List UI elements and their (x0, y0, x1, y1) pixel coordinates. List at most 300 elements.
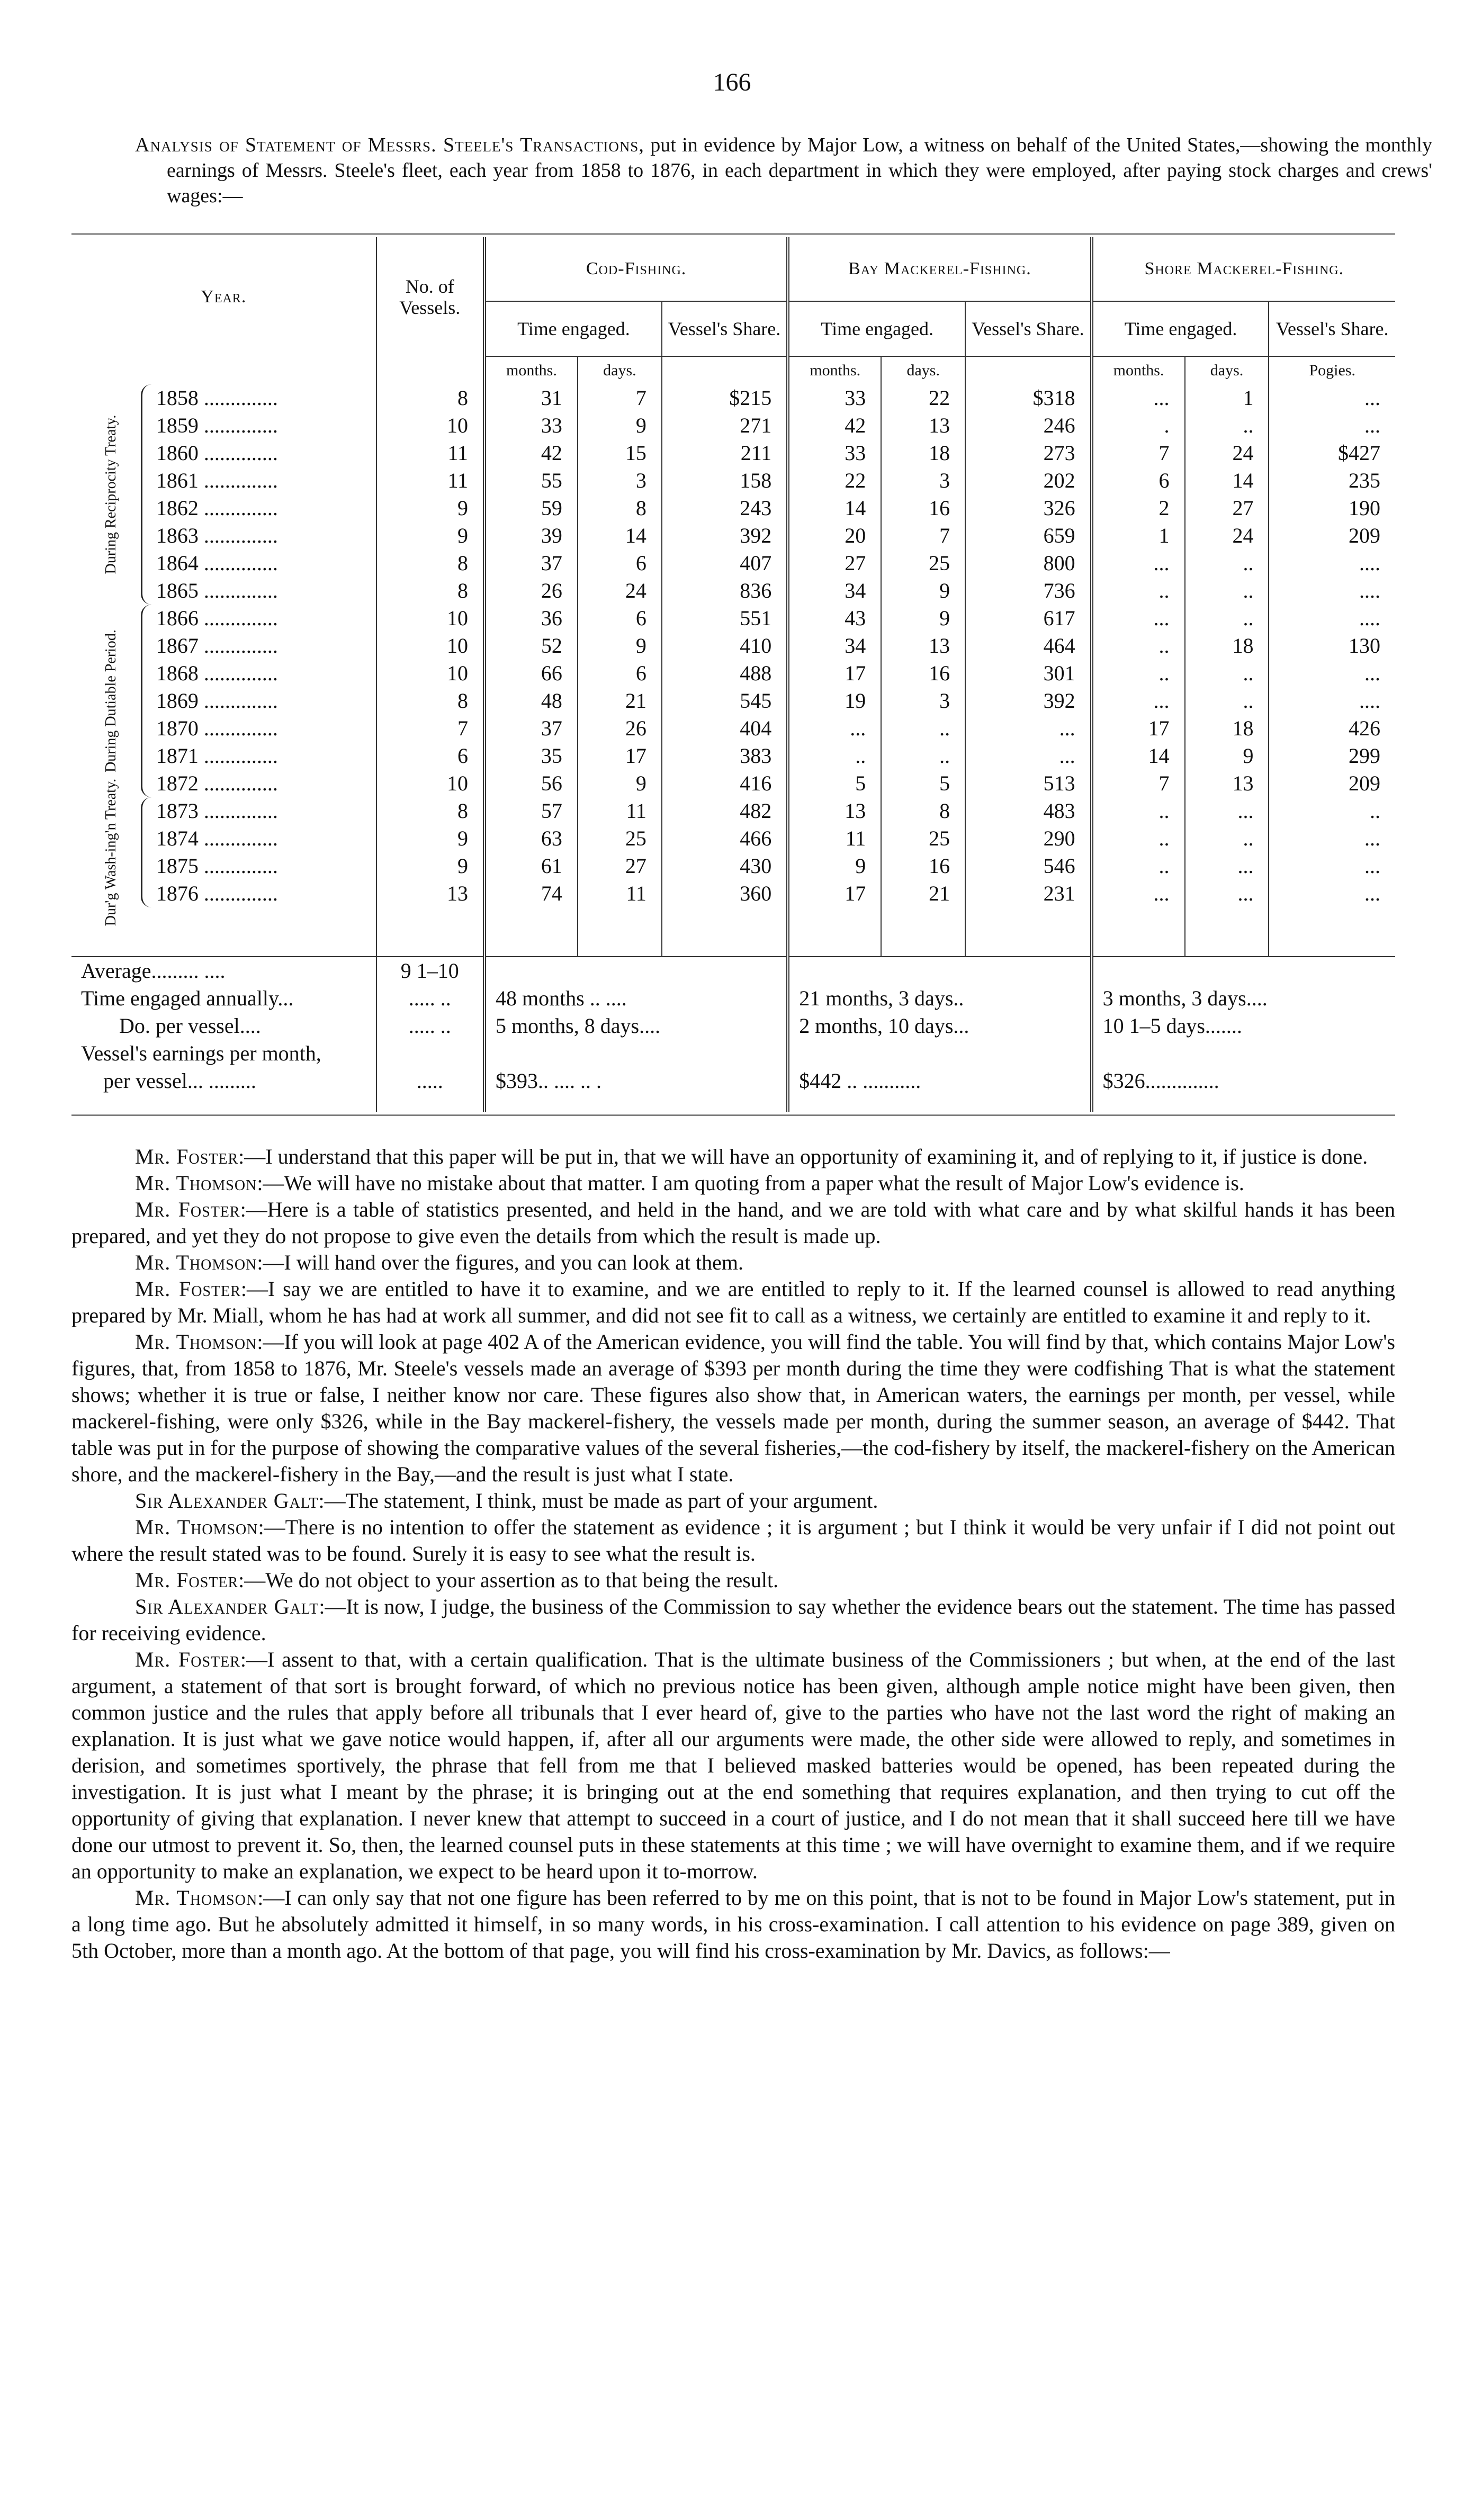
speaker-name: Mr. Foster (135, 1145, 239, 1168)
cell-bay-share: 736 (965, 577, 1091, 605)
cell-shore-share: ... (1269, 412, 1395, 439)
cell-bay-m: 20 (788, 522, 881, 550)
table-row (71, 605, 1395, 632)
speaker-text: :—It is now, I judge, the business of the Commission to say whether the evidence bears out the statement. The time has passed for receiving evidence. (71, 1595, 1395, 1645)
cell-bay-m: 42 (788, 412, 881, 439)
cell-year: 1867 .............. (156, 634, 278, 658)
table-row (71, 577, 1395, 605)
caption-text: put in evidence by Major Low, a witness on behalf of the United States,—showing the monthly earnings of Messrs. Steele's fleet, each year from 1858 to 1876, in each department in which they were employed, after paying stock charges and crews' wages:— (167, 134, 1432, 207)
cell-bay-share: 301 (965, 660, 1091, 687)
cell-cod-m: 56 (484, 770, 578, 797)
cell-cod-share: $215 (662, 384, 788, 412)
cell-cod-share: 551 (662, 605, 788, 632)
cell-shore-share: 130 (1269, 632, 1395, 660)
unit-cod-days: days. (578, 356, 662, 384)
cell-shore-d: .. (1185, 825, 1269, 852)
cell-cod-m: 59 (484, 494, 578, 522)
header-cod-share: Vessel's Share. (662, 301, 788, 356)
cell-shore-d: 14 (1185, 467, 1269, 494)
cell-vessels: 7 (376, 715, 484, 742)
speaker-name: Mr. Foster (135, 1568, 239, 1592)
summary-per-vessel-row (71, 1012, 1395, 1040)
cell-vessels: 10 (376, 632, 484, 660)
bay-earnings: $442 .. ........... (788, 1067, 1091, 1095)
testimony-paragraph (71, 1276, 1395, 1329)
cell-cod-share: 211 (662, 439, 788, 467)
cell-cod-d: 9 (578, 412, 662, 439)
cell-shore-share: 209 (1269, 770, 1395, 797)
speaker-name: Sir Alexander Galt (135, 1595, 319, 1618)
table-row (71, 825, 1395, 852)
table-row (71, 797, 1395, 825)
cell-shore-m: .. (1092, 632, 1185, 660)
cell-cod-share: 488 (662, 660, 788, 687)
cell-bay-share: 464 (965, 632, 1091, 660)
cell-bay-m: ... (788, 715, 881, 742)
cell-shore-d: 9 (1185, 742, 1269, 770)
cell-bay-m: 17 (788, 880, 881, 907)
cell-cod-share: 404 (662, 715, 788, 742)
cell-bay-m: .. (788, 742, 881, 770)
cell-shore-d: ... (1185, 880, 1269, 907)
cell-year: 1871 .............. (156, 744, 278, 768)
cell-cod-d: 11 (578, 797, 662, 825)
cell-year: 1863 .............. (156, 524, 278, 547)
cell-bay-m: 5 (788, 770, 881, 797)
testimony-paragraph (71, 1488, 1395, 1514)
cell-bay-share: 483 (965, 797, 1091, 825)
cell-bay-share: 202 (965, 467, 1091, 494)
cell-shore-share: 235 (1269, 467, 1395, 494)
cell-shore-share: ... (1269, 852, 1395, 880)
cell-bay-share: 326 (965, 494, 1091, 522)
average-vessels: 9 1–10 (376, 957, 484, 985)
unit-shore-pogies: Pogies. (1269, 356, 1395, 384)
cell-vessels: 6 (376, 742, 484, 770)
cell-shore-share: .... (1269, 605, 1395, 632)
cell-cod-d: 6 (578, 605, 662, 632)
cell-cod-share: 392 (662, 522, 788, 550)
cell-shore-share: $427 (1269, 439, 1395, 467)
cell-cod-m: 31 (484, 384, 578, 412)
cell-vessels: 10 (376, 660, 484, 687)
cell-shore-d: 1 (1185, 384, 1269, 412)
cell-cod-m: 63 (484, 825, 578, 852)
unit-cod-months: months. (484, 356, 578, 384)
shore-annually: 3 months, 3 days.... (1092, 985, 1395, 1012)
cell-shore-m: ... (1092, 880, 1185, 907)
summary-earnings-label-row (71, 1040, 1395, 1067)
speaker-text: :—There is no intention to offer the statement as evidence ; it is argument ; but I think it would be very unfair if I did not point out where the result stated was to be found. Surely it is easy to see what the result is. (71, 1515, 1395, 1565)
speaker-text: :—I assent to that, with a certain qualification. That is the ultimate business of the Commissioners ; but when, at the end of the last argument, a statement of that sort is brought forward, of which no previous notice has been given, although ample notice might have been given, then common justice and the rules that apply before all tribunals that I ever heard of, give to the parties who have not the last word the right of making an explanation. It is just what we gave notice would happen, if, after all our arguments were made, the other side were allowed to reply, and sometimes in derision, and sometimes sportively, the phrase that fell from me that I believed masked batteries would be opened, has been repeated during the investigation. It is just what I meant by the phrase; it is bringing out at the end something that requires explanation, and then trying to cut off the opportunity of giving that explanation. I never knew that attempt to succeed in a court of justice, and I do not mean that it shall succeed here till we have done our utmost to prevent it. So, then, the learned counsel puts in these statements at this time ; we will have overnight to examine them, and if we require an opportunity to make an explanation, we expect to be heard upon it to-morrow. (71, 1648, 1395, 1883)
cell-cod-d: 24 (578, 577, 662, 605)
cell-shore-m: 7 (1092, 770, 1185, 797)
cell-year: 1862 .............. (156, 496, 278, 520)
speaker-name: Sir Alexander Galt (135, 1489, 319, 1513)
table-row (71, 632, 1395, 660)
cell-shore-m: 1 (1092, 522, 1185, 550)
shore-per-vessel: 10 1–5 days....... (1092, 1012, 1395, 1040)
cell-cod-m: 39 (484, 522, 578, 550)
cell-shore-d: ... (1185, 852, 1269, 880)
table-row (71, 494, 1395, 522)
speaker-text: :—The statement, I think, must be made as part of your argument. (318, 1489, 878, 1513)
cell-bay-d: 3 (881, 687, 965, 715)
cell-bay-d: 3 (881, 467, 965, 494)
time-annually-vessels: ..... .. (376, 985, 484, 1012)
caption-lead: Analysis of Statement of Messrs. Steele's Transactions, (135, 134, 644, 156)
cell-bay-d: 5 (881, 770, 965, 797)
testimony-paragraph (71, 1885, 1395, 1964)
cell-vessels: 11 (376, 439, 484, 467)
cell-cod-share: 410 (662, 632, 788, 660)
cell-cod-share: 407 (662, 550, 788, 577)
cell-bay-d: .. (881, 742, 965, 770)
cell-cod-m: 35 (484, 742, 578, 770)
cell-bay-d: 13 (881, 412, 965, 439)
cell-bay-m: 43 (788, 605, 881, 632)
period-label: During Reciprocity Treaty. (102, 415, 119, 574)
speaker-name: Mr. Thomson (135, 1515, 258, 1539)
cell-bay-m: 34 (788, 632, 881, 660)
cell-shore-d: .. (1185, 605, 1269, 632)
speaker-text: :—Here is a table of statistics presented, and held in the hand, and we are told with what care and by what skilful hands it has been prepared, and yet they do not propose to give even the details from which the result is made up. (71, 1198, 1395, 1248)
speaker-text: :—If you will look at page 402 A of the American evidence, you will find the table. You will find by that, which contains Major Low's figures, that, from 1858 to 1876, Mr. Steele's vessels made an average of $393 per month during the time they were codfishing That is what the statement shows; whether it is true or false, I neither know nor care. These figures also show that, in American waters, the earnings per month, per vessel, while mackerel-fishing, were only $326, while in the Bay mackerel-fishery, the vessels made per month, during the summer season, an average of $442. That table was put in for the purpose of showing the comparative values of the several fisheries,—the cod-fishery by itself, the mackerel-fishery on the American shore, and the mackerel-fishery in the Bay,—and the result is just what I state. (71, 1330, 1395, 1486)
cell-year: 1872 .............. (156, 771, 278, 795)
period-label: During Dutiable Period. (102, 629, 119, 772)
cell-cod-d: 8 (578, 494, 662, 522)
bay-annually: 21 months, 3 days.. (788, 985, 1091, 1012)
cell-shore-share: .. (1269, 797, 1395, 825)
cell-bay-share: 246 (965, 412, 1091, 439)
testimony-paragraph (71, 1170, 1395, 1196)
cell-shore-share: ... (1269, 880, 1395, 907)
cell-cod-m: 26 (484, 577, 578, 605)
cell-cod-share: 360 (662, 880, 788, 907)
cell-shore-share: 209 (1269, 522, 1395, 550)
cell-cod-share: 482 (662, 797, 788, 825)
header-bay: Bay Mackerel-Fishing. (788, 237, 1091, 301)
cell-cod-m: 66 (484, 660, 578, 687)
page-number: 166 (713, 68, 751, 96)
period-label-cell (71, 778, 151, 926)
cell-shore-m: 14 (1092, 742, 1185, 770)
testimony-paragraph (71, 1144, 1395, 1170)
cell-shore-share: 299 (1269, 742, 1395, 770)
cell-bay-share: $318 (965, 384, 1091, 412)
table-row (71, 412, 1395, 439)
cell-shore-d: .. (1185, 660, 1269, 687)
cell-shore-d: .. (1185, 412, 1269, 439)
cell-vessels: 8 (376, 687, 484, 715)
table-row (71, 660, 1395, 687)
period-label: Dur'g Wash-ing'n Treaty. (102, 778, 119, 926)
cell-vessels: 10 (376, 770, 484, 797)
cell-bay-d: 16 (881, 660, 965, 687)
cell-cod-m: 57 (484, 797, 578, 825)
cell-year: 1864 .............. (156, 551, 278, 575)
cell-shore-d: 18 (1185, 715, 1269, 742)
per-vessel-label: Do. per vessel.... (119, 1014, 261, 1038)
cell-shore-m: .. (1092, 797, 1185, 825)
cell-bay-share: 513 (965, 770, 1091, 797)
table-row (71, 687, 1395, 715)
per-vessel-vessels: ..... .. (376, 1012, 484, 1040)
cell-cod-share: 466 (662, 825, 788, 852)
cell-bay-d: 16 (881, 852, 965, 880)
earnings-vessels: ..... (376, 1067, 484, 1095)
cell-year: 1859 .............. (156, 413, 278, 437)
cell-year: 1873 .............. (156, 799, 278, 823)
summary-annual-row (71, 985, 1395, 1012)
cell-bay-share: 546 (965, 852, 1091, 880)
cell-bay-d: 13 (881, 632, 965, 660)
cell-year: 1869 .............. (156, 689, 278, 713)
header-shore-time: Time engaged. (1092, 301, 1269, 356)
cell-cod-m: 33 (484, 412, 578, 439)
cell-cod-d: 6 (578, 660, 662, 687)
cell-bay-m: 34 (788, 577, 881, 605)
cell-shore-share: .... (1269, 577, 1395, 605)
cell-shore-m: .. (1092, 660, 1185, 687)
cell-shore-m: ... (1092, 550, 1185, 577)
cell-bay-m: 13 (788, 797, 881, 825)
cell-cod-share: 430 (662, 852, 788, 880)
cell-bay-share: 392 (965, 687, 1091, 715)
unit-bay-months: months. (788, 356, 881, 384)
speaker-name: Mr. Thomson (135, 1250, 257, 1274)
cell-cod-d: 9 (578, 770, 662, 797)
cell-cod-d: 17 (578, 742, 662, 770)
cell-bay-m: 33 (788, 384, 881, 412)
testimony-paragraph (71, 1567, 1395, 1594)
header-bay-share: Vessel's Share. (965, 301, 1091, 356)
speaker-text: :—I can only say that not one figure has been referred to by me on this point, that is not to be found in Major Low's statement, put in a long time ago. But he absolutely admitted it himself, in so many words, in his cross-examination. I call attention to his evidence on page 389, given on 5th October, more than a month ago. At the bottom of that page, you will find his cross-examination by Mr. Davics, as follows:— (71, 1886, 1396, 1963)
cell-cod-d: 6 (578, 550, 662, 577)
cell-cod-d: 9 (578, 632, 662, 660)
cell-cod-share: 383 (662, 742, 788, 770)
cell-shore-m: ... (1092, 384, 1185, 412)
cell-vessels: 9 (376, 825, 484, 852)
cell-bay-m: 11 (788, 825, 881, 852)
cell-shore-d: 13 (1185, 770, 1269, 797)
cell-vessels: 8 (376, 550, 484, 577)
cell-bay-m: 33 (788, 439, 881, 467)
cell-bay-m: 19 (788, 687, 881, 715)
cell-bay-d: 16 (881, 494, 965, 522)
cell-cod-m: 48 (484, 687, 578, 715)
cell-cod-m: 55 (484, 467, 578, 494)
cell-year: 1876 .............. (156, 881, 278, 905)
cell-cod-d: 7 (578, 384, 662, 412)
cell-shore-d: .. (1185, 687, 1269, 715)
earnings-label-2: per vessel... ......... (103, 1069, 256, 1093)
speaker-name: Mr. Foster (135, 1198, 240, 1221)
table-row (71, 770, 1395, 797)
table-row (71, 852, 1395, 880)
earnings-label-1: Vessel's earnings per month, (81, 1041, 321, 1065)
header-year: Year. (201, 286, 247, 307)
cell-cod-share: 836 (662, 577, 788, 605)
cell-cod-d: 15 (578, 439, 662, 467)
cell-shore-share: 426 (1269, 715, 1395, 742)
speaker-text: :—We will have no mistake about that matter. I am quoting from a paper what the result of Major Low's evidence is. (257, 1171, 1244, 1195)
cell-year: 1875 .............. (156, 854, 278, 878)
testimony-paragraph (71, 1329, 1395, 1488)
cell-year: 1865 .............. (156, 579, 278, 602)
speaker-name: Mr. Thomson (135, 1886, 258, 1910)
summary-earnings-row (71, 1067, 1395, 1095)
cell-shore-m: 6 (1092, 467, 1185, 494)
cod-per-vessel: 5 months, 8 days.... (484, 1012, 788, 1040)
cell-bay-d: .. (881, 715, 965, 742)
cell-shore-share: .... (1269, 550, 1395, 577)
cell-shore-d: 27 (1185, 494, 1269, 522)
cell-shore-d: .. (1185, 550, 1269, 577)
cod-earnings: $393.. .... .. . (484, 1067, 788, 1095)
cell-cod-m: 36 (484, 605, 578, 632)
period-brace (141, 797, 154, 907)
summary-average-row (71, 957, 1395, 985)
speaker-name: Mr. Thomson (135, 1171, 257, 1195)
cell-shore-m: .. (1092, 852, 1185, 880)
cell-year: 1866 .............. (156, 606, 278, 630)
testimony-paragraph (71, 1514, 1395, 1567)
cell-bay-share: 231 (965, 880, 1091, 907)
cell-bay-d: 22 (881, 384, 965, 412)
cell-vessels: 9 (376, 494, 484, 522)
cell-shore-d: ... (1185, 797, 1269, 825)
cell-bay-d: 25 (881, 550, 965, 577)
unit-shore-days: days. (1185, 356, 1269, 384)
cell-vessels: 10 (376, 412, 484, 439)
speaker-name: Mr. Foster (135, 1277, 241, 1301)
cell-bay-d: 7 (881, 522, 965, 550)
cell-shore-m: .. (1092, 825, 1185, 852)
cell-cod-share: 158 (662, 467, 788, 494)
cell-cod-d: 26 (578, 715, 662, 742)
testimony-paragraph (71, 1646, 1395, 1885)
cell-bay-m: 22 (788, 467, 881, 494)
cell-bay-m: 14 (788, 494, 881, 522)
header-vessels: No. of Vessels. (376, 237, 484, 356)
cell-shore-d: .. (1185, 577, 1269, 605)
table-row (71, 742, 1395, 770)
cell-cod-d: 27 (578, 852, 662, 880)
units-row (71, 356, 1395, 384)
cell-bay-d: 25 (881, 825, 965, 852)
cell-shore-share: ... (1269, 384, 1395, 412)
header-bay-time: Time engaged. (788, 301, 965, 356)
table-row (71, 715, 1395, 742)
cell-bay-share: ... (965, 715, 1091, 742)
cell-year: 1868 .............. (156, 661, 278, 685)
cell-cod-d: 11 (578, 880, 662, 907)
table-caption (135, 132, 1432, 209)
speaker-text: :—I say we are entitled to have it to examine, and we are entitled to reply to it. If the learned counsel is allowed to read anything prepared by Mr. Miall, whom he has had at work all summer, and did not see fit to call as a witness, we certainly are entitled to examine it and reply to it. (71, 1277, 1395, 1327)
testimony-text (71, 1144, 1395, 1964)
cell-shore-m: ... (1092, 605, 1185, 632)
cell-year: 1858 .............. (156, 386, 278, 410)
cell-shore-share: ... (1269, 825, 1395, 852)
cell-bay-d: 8 (881, 797, 965, 825)
cell-cod-d: 3 (578, 467, 662, 494)
testimony-paragraph (71, 1594, 1395, 1646)
top-rule (71, 233, 1395, 235)
cell-bay-m: 17 (788, 660, 881, 687)
cell-cod-m: 74 (484, 880, 578, 907)
period-label-cell (71, 605, 151, 797)
table-row (71, 522, 1395, 550)
cell-bay-d: 21 (881, 880, 965, 907)
cod-annually: 48 months .. .... (484, 985, 788, 1012)
cell-cod-share: 416 (662, 770, 788, 797)
cell-bay-share: 800 (965, 550, 1091, 577)
cell-cod-m: 52 (484, 632, 578, 660)
steele-statistics-table (71, 237, 1395, 1112)
cell-cod-share: 243 (662, 494, 788, 522)
cell-shore-m: 17 (1092, 715, 1185, 742)
period-brace (141, 605, 154, 797)
header-cod-time: Time engaged. (484, 301, 662, 356)
header-shore: Shore Mackerel-Fishing. (1092, 237, 1395, 301)
time-annually-label: Time engaged annually... (81, 986, 294, 1010)
cell-bay-share: ... (965, 742, 1091, 770)
cell-vessels: 8 (376, 577, 484, 605)
cell-vessels: 13 (376, 880, 484, 907)
bottom-rule (71, 1114, 1395, 1116)
table-row (71, 384, 1395, 412)
testimony-paragraph (71, 1196, 1395, 1249)
cell-cod-m: 42 (484, 439, 578, 467)
cell-shore-m: 7 (1092, 439, 1185, 467)
cell-cod-m: 37 (484, 715, 578, 742)
cell-cod-share: 545 (662, 687, 788, 715)
cell-shore-d: 24 (1185, 439, 1269, 467)
cell-shore-m: . (1092, 412, 1185, 439)
period-label-cell (71, 384, 151, 605)
cell-shore-share: ... (1269, 660, 1395, 687)
table-row (71, 550, 1395, 577)
cell-bay-m: 27 (788, 550, 881, 577)
speaker-text: :—I will hand over the figures, and you can look at them. (257, 1250, 743, 1274)
cell-shore-share: 190 (1269, 494, 1395, 522)
cell-vessels: 11 (376, 467, 484, 494)
cell-bay-share: 659 (965, 522, 1091, 550)
cell-shore-m: .. (1092, 577, 1185, 605)
cell-cod-share: 271 (662, 412, 788, 439)
cell-bay-d: 18 (881, 439, 965, 467)
table-row (71, 467, 1395, 494)
cell-cod-m: 61 (484, 852, 578, 880)
cell-shore-m: 2 (1092, 494, 1185, 522)
bay-per-vessel: 2 months, 10 days... (788, 1012, 1091, 1040)
average-label: Average......... .... (81, 959, 226, 983)
speaker-name: Mr. Foster (135, 1648, 240, 1671)
cell-vessels: 8 (376, 797, 484, 825)
speaker-text: :—I understand that this paper will be put in, that we will have an opportunity of examining it, and of replying to it, if justice is done. (238, 1145, 1368, 1168)
speaker-name: Mr. Thomson (135, 1330, 257, 1354)
cell-shore-d: 18 (1185, 632, 1269, 660)
cell-vessels: 9 (376, 852, 484, 880)
table-row (71, 439, 1395, 467)
cell-year: 1874 .............. (156, 826, 278, 850)
table-row (71, 880, 1395, 907)
cell-cod-d: 14 (578, 522, 662, 550)
cell-shore-share: .... (1269, 687, 1395, 715)
cell-bay-share: 617 (965, 605, 1091, 632)
unit-shore-months: months. (1092, 356, 1185, 384)
